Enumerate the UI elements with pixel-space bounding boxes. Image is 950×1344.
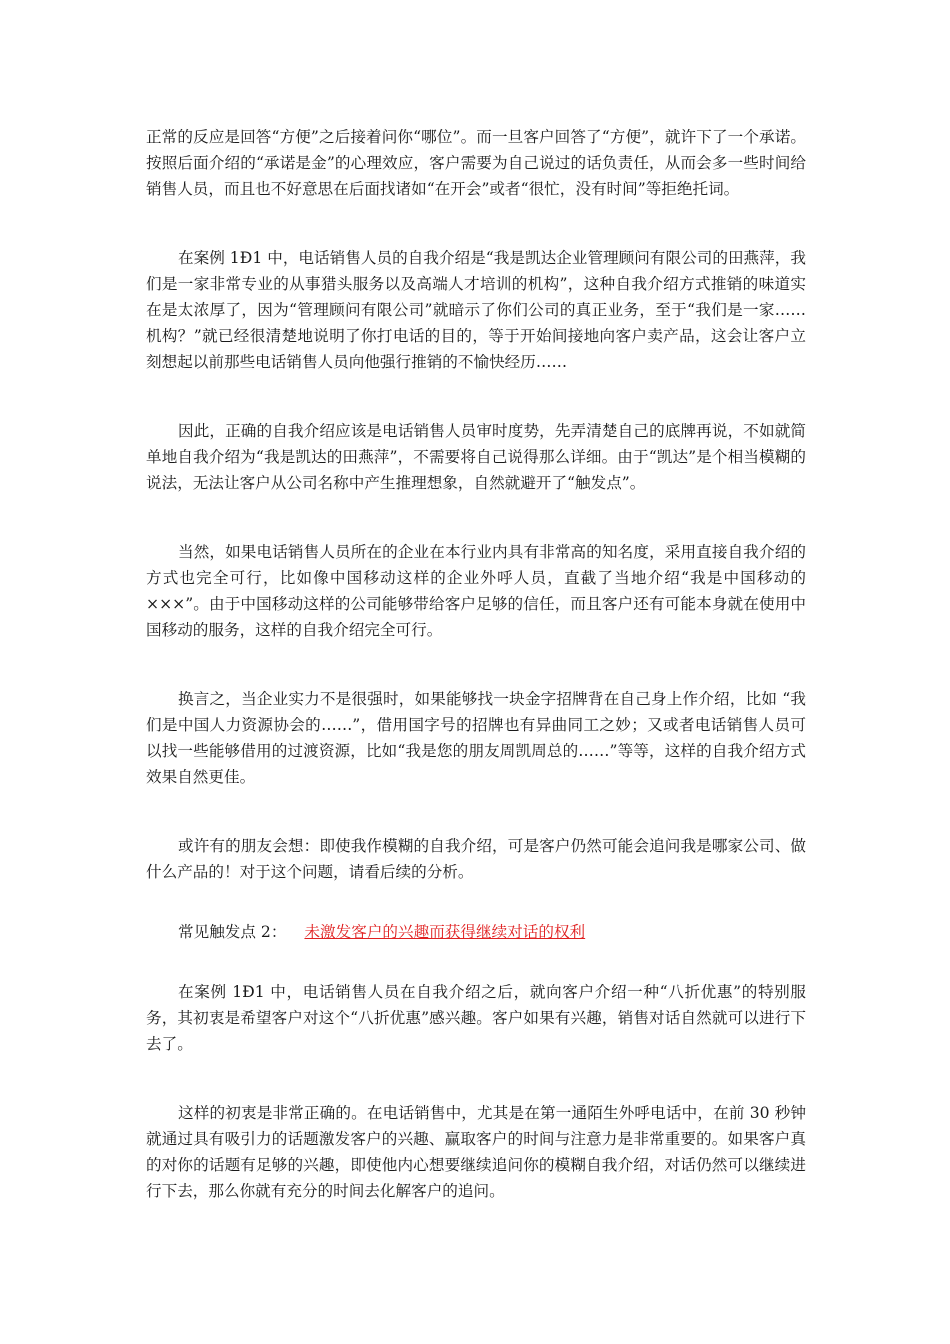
paragraph-5: 换言之，当企业实力不是很强时，如果能够找一块金字招牌背在自己身上作介绍，比如 “我们是中国人力资源协会的……”，借用国字号的招牌也有异曲同工之妙；又或者电话销售人员可以找一些能够借用的过渡资源，比如“我是您的朋友周凯周总的……”等等，这样的自我介绍方式效果自然更佳。	[146, 690, 806, 786]
section-heading	[146, 919, 806, 945]
paragraph-8: 这样的初衷是非常正确的。在电话销售中，尤其是在第一通陌生外呼电话中，在前 30 秒钟就通过具有吸引力的话题激发客户的兴趣、赢取客户的时间与注意力是非常重要的。如果客户真的对你的话题有足够的兴趣，即使他内心想要继续追问你的模糊自我介绍，对话仍然可以继续进行下去，那么你就有充分的时间去化解客户的追问。	[146, 1104, 806, 1200]
paragraph-7: 在案例 1Ð1 中，电话销售人员在自我介绍之后，就向客户介绍一种“八折优惠”的特别服务，其初衷是希望客户对这个“八折优惠”感兴趣。客户如果有兴趣，销售对话自然就可以进行下去了。	[146, 983, 806, 1053]
section-label: 常见触发点 2：	[178, 923, 287, 941]
paragraph-1: 正常的反应是回答“方便”之后接着问你“哪位”。而一旦客户回答了“方便”，就许下了一个承诺。按照后面介绍的“承诺是金”的心理效应，客户需要为自己说过的话负责任，从而会多一些时间给销售人员，而且也不好意思在后面找诸如“在开会”或者“很忙，没有时间”等拒绝托词。	[146, 128, 806, 198]
paragraph-4: 当然，如果电话销售人员所在的企业在本行业内具有非常高的知名度，采用直接自我介绍的方式也完全可行，比如像中国移动这样的企业外呼人员，直截了当地介绍“我是中国移动的×××”。由于中国移动这样的公司能够带给客户足够的信任，而且客户还有可能本身就在使用中国移动的服务，这样的自我介绍完全可行。	[146, 543, 806, 639]
paragraph-3: 因此，正确的自我介绍应该是电话销售人员审时度势，先弄清楚自己的底牌再说，不如就简单地自我介绍为“我是凯达的田燕萍”，不需要将自己说得那么详细。由于“凯达”是个相当模糊的说法，无法让客户从公司名称中产生推理想象，自然就避开了“触发点”。	[146, 422, 806, 492]
paragraph-6: 或许有的朋友会想：即使我作模糊的自我介绍，可是客户仍然可能会追问我是哪家公司、做什么产品的！对于这个问题，请看后续的分析。	[146, 837, 806, 881]
paragraph-2: 在案例 1Ð1 中，电话销售人员的自我介绍是“我是凯达企业管理顾问有限公司的田燕萍，我们是一家非常专业的从事猎头服务以及高端人才培训的机构”，这种自我介绍方式推销的味道实在是太浓厚了，因为“管理顾问有限公司”就暗示了你们公司的真正业务，至于“我们是一家……机构？”就已经很清楚地说明了你打电话的目的，等于开始间接地向客户卖产品，这会让客户立刻想起以前那些电话销售人员向他强行推销的不愉快经历……	[146, 249, 806, 371]
section-link[interactable]: 未激发客户的兴趣而获得继续对话的权利	[304, 923, 586, 941]
document-page	[146, 124, 806, 1204]
